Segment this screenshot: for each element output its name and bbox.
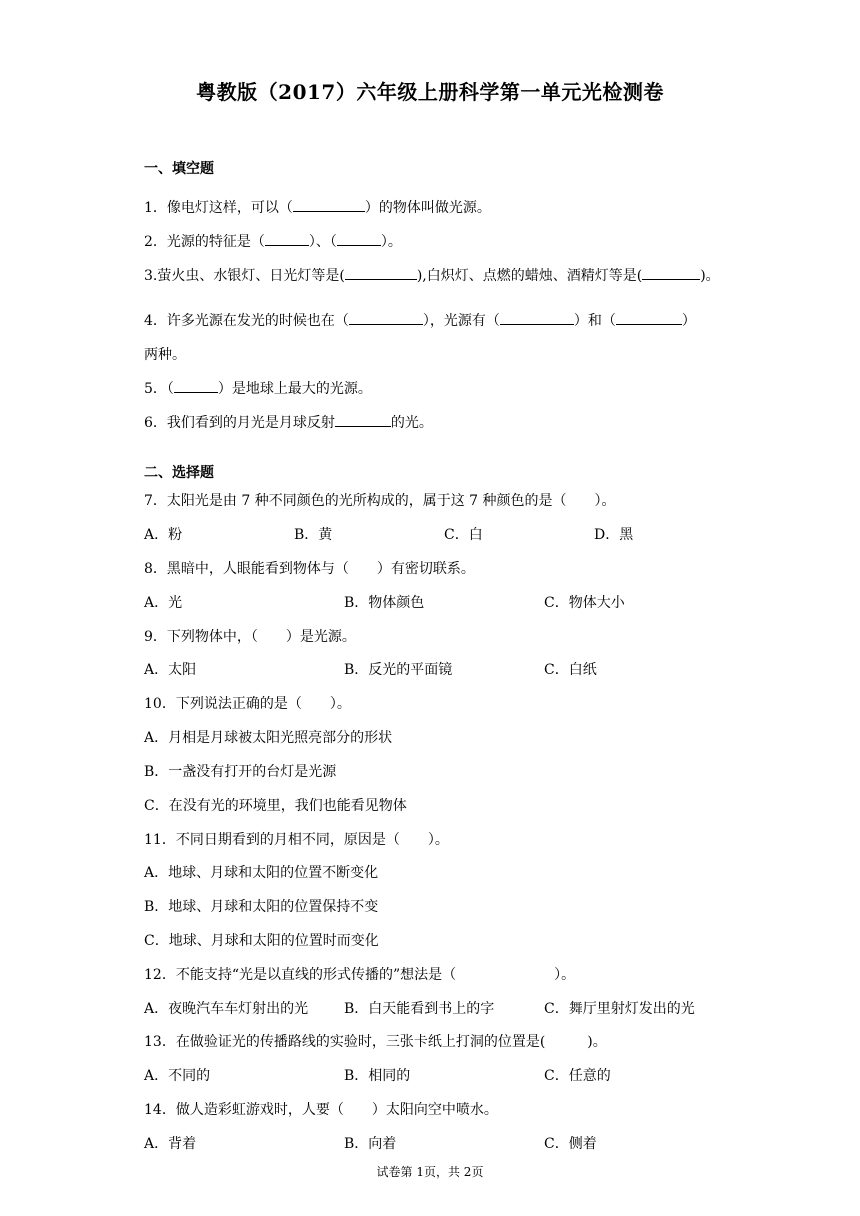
- question-9: 9．下列物体中，（ ）是光源。: [144, 629, 356, 645]
- answer-blank[interactable]: [345, 267, 417, 280]
- question-text: ）、（: [308, 234, 337, 250]
- question-text: ）。: [380, 234, 402, 250]
- question-12: 12．不能支持“光是以直线的形式传播的”想法是（ ）。: [144, 967, 576, 983]
- question-8: 8．黑暗中，人眼能看到物体与（ ）有密切联系。: [144, 561, 475, 577]
- question-2: [144, 231, 402, 251]
- answer-blank[interactable]: [500, 312, 574, 325]
- question-text: ),白炽灯、点燃的蜡烛、酒精灯等是(: [416, 268, 643, 284]
- question-14: 14．做人造彩虹游戏时，人要（ ）太阳向空中喷水。: [144, 1102, 498, 1118]
- option-b[interactable]: B．相同的: [344, 1068, 411, 1084]
- option-b[interactable]: B．地球、月球和太阳的位置保持不变: [144, 899, 379, 915]
- question-text: ）是地球上最大的光源。: [217, 381, 372, 397]
- answer-blank[interactable]: [642, 267, 700, 280]
- option-a[interactable]: A．背着: [144, 1136, 197, 1152]
- question-text: 5．（: [144, 381, 174, 397]
- option-c[interactable]: C．白: [444, 527, 483, 543]
- question-13: 13．在做验证光的传播路线的实验时，三张卡纸上打洞的位置是( )。: [144, 1034, 607, 1050]
- question-text: )。: [700, 268, 720, 284]
- question-text: ）和（: [573, 313, 616, 329]
- question-text: 3.萤火虫、水银灯、日光灯等是(: [144, 268, 345, 284]
- option-b[interactable]: B．反光的平面镜: [344, 662, 453, 678]
- option-d[interactable]: D．黑: [594, 527, 634, 543]
- question-text: ）: [681, 313, 696, 329]
- option-b[interactable]: B．物体颜色: [344, 595, 425, 611]
- answer-blank[interactable]: [293, 199, 365, 212]
- question-text: 6．我们看到的月光是月球反射: [144, 415, 335, 431]
- option-a[interactable]: A．光: [144, 595, 183, 611]
- question-5: [144, 378, 372, 398]
- option-c[interactable]: C．物体大小: [544, 595, 625, 611]
- question-4-continued: 两种。: [144, 347, 186, 363]
- question-text: ），光源有（: [422, 313, 500, 329]
- question-text: 1．像电灯这样，可以（: [144, 200, 293, 216]
- option-c[interactable]: C．舞厅里射灯发出的光: [544, 1001, 695, 1017]
- question-3: [144, 265, 720, 285]
- question-7: 7．太阳光是由 7 种不同颜色的光所构成的，属于这 7 种颜色的是（ ）。: [144, 493, 616, 509]
- option-b[interactable]: B．白天能看到书上的字: [344, 1001, 495, 1017]
- option-a[interactable]: A．不同的: [144, 1068, 211, 1084]
- page-title: 粤教版（2017）六年级上册科学第一单元光检测卷: [196, 80, 664, 104]
- option-c[interactable]: C．任意的: [544, 1068, 611, 1084]
- question-4: [144, 310, 696, 330]
- option-a[interactable]: A．太阳: [144, 662, 197, 678]
- question-text: 2．光源的特征是（: [144, 234, 265, 250]
- page-footer: 试卷第 1页，共 2页: [376, 1165, 484, 1179]
- question-text: 的光。: [390, 415, 433, 431]
- question-10: 10．下列说法正确的是（ ）。: [144, 696, 351, 712]
- option-a[interactable]: A．地球、月球和太阳的位置不断变化: [144, 865, 379, 881]
- answer-blank[interactable]: [337, 233, 381, 246]
- option-a[interactable]: A．粉: [144, 527, 183, 543]
- option-c[interactable]: C．侧着: [544, 1136, 597, 1152]
- answer-blank[interactable]: [335, 414, 391, 427]
- answer-blank[interactable]: [616, 312, 682, 325]
- answer-blank[interactable]: [174, 380, 218, 393]
- option-b[interactable]: B．黄: [294, 527, 333, 543]
- option-b[interactable]: B．一盏没有打开的台灯是光源: [144, 764, 337, 780]
- option-a[interactable]: A．月相是月球被太阳光照亮部分的形状: [144, 730, 393, 746]
- option-b[interactable]: B．向着: [344, 1136, 397, 1152]
- question-11: 11．不同日期看到的月相不同，原因是（ ）。: [144, 832, 449, 848]
- section-heading-choice: 二、选择题: [144, 465, 214, 481]
- answer-blank[interactable]: [349, 312, 423, 325]
- option-c[interactable]: C．白纸: [544, 662, 597, 678]
- question-text: 4．许多光源在发光的时候也在（: [144, 313, 349, 329]
- question-6: [144, 412, 433, 432]
- question-1: [144, 197, 491, 217]
- option-c[interactable]: C．在没有光的环境里，我们也能看见物体: [144, 798, 407, 814]
- question-text: ）的物体叫做光源。: [364, 200, 491, 216]
- option-c[interactable]: C．地球、月球和太阳的位置时而变化: [144, 933, 379, 949]
- answer-blank[interactable]: [265, 233, 309, 246]
- section-heading-fill: 一、填空题: [144, 161, 214, 177]
- option-a[interactable]: A．夜晚汽车车灯射出的光: [144, 1001, 309, 1017]
